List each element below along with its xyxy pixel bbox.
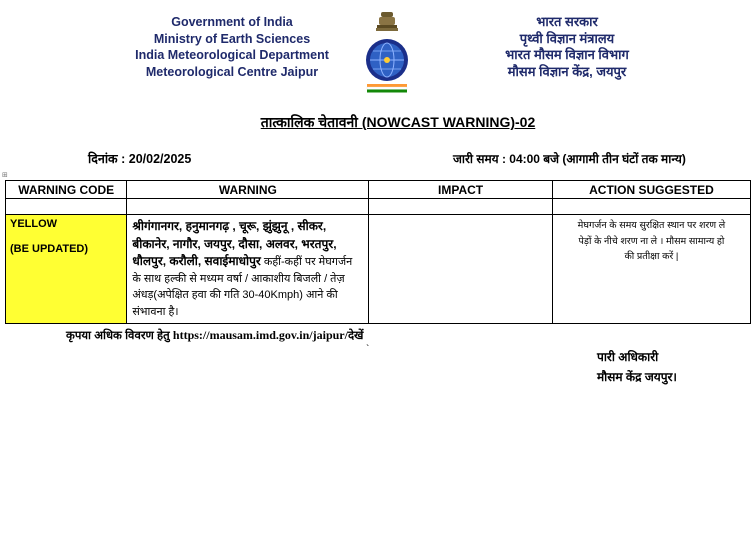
action-line-2: पेड़ों के नीचे शरण ना ले । मौसम सामान्य हो <box>578 235 725 247</box>
header-en-line-2: Ministry of Earth Sciences <box>153 31 311 46</box>
header-hi-line-3: भारत मौसम विज्ञान विभाग <box>505 47 629 62</box>
table-row <box>6 215 751 324</box>
action-line-3: की प्रतीक्षा करें | <box>624 251 679 262</box>
header-english <box>128 14 336 80</box>
warning-code-cell <box>6 215 127 324</box>
table-header-row <box>6 181 751 199</box>
signature-block <box>597 347 677 387</box>
warning-cell <box>127 215 369 324</box>
header-action-suggested: ACTION SUGGESTED <box>552 181 750 199</box>
header-en-line-1: Government of India <box>171 15 293 29</box>
header-en-line-3: India Meteorological Department <box>135 48 329 62</box>
document-title: तात्कालिक चेतावनी (NOWCAST WARNING)-02 <box>260 114 536 130</box>
more-details-suffix: देखें <box>347 330 364 342</box>
issue-time: जारी समय : 04:00 बजे (आगामी तीन घंटों तक मान्य) <box>453 152 686 166</box>
header-hindi <box>478 14 656 80</box>
imd-emblem-icon <box>364 10 410 94</box>
action-line-1: मेघगर्जन के समय सुरक्षित स्थान पर शरण ले <box>577 220 726 231</box>
action-cell <box>552 215 750 324</box>
header-warning: WARNING <box>127 181 369 199</box>
details-url-link[interactable]: https://mausam.imd.gov.in/jaipur/ <box>172 328 348 342</box>
header-impact: IMPACT <box>369 181 553 199</box>
header-warning-code: WARNING CODE <box>6 181 127 199</box>
impact-cell <box>369 215 553 324</box>
signature-office: मौसम केंद्र जयपुर। <box>597 370 677 384</box>
header-hi-line-2: पृथ्वी विज्ञान मंत्रालय <box>519 30 615 46</box>
warning-table <box>5 180 751 324</box>
warning-text: कहीं-कहीं पर मेघगर्जन के साथ हल्की से मध्यम वर्षा / आकाशीय बिजली / तेज़ अंधड़(अपेक्षित हवा की गति 30-40Kmph) आने की संभावना है। <box>132 256 353 318</box>
table-spacer-row <box>6 199 751 215</box>
affected-districts: श्रीगंगानगर, हनुमानगढ़ , चूरू, झुंझुनू , सीकर, बीकानेर, नागौर, जयपुर, दौसा, अलवर, भरतपुर, धौलपुर, करौली, सवाईमाधोपुर <box>132 219 337 268</box>
header-en-line-4: Meteorological Centre Jaipur <box>145 64 319 79</box>
more-details-line <box>66 328 363 343</box>
header-hi-line-4: मौसम विज्ञान केंद्र, जयपुर <box>507 63 627 79</box>
signature-title: पारी अधिकारी <box>597 350 659 364</box>
table-anchor-icon: ⊞ <box>2 172 8 179</box>
more-details-prefix: कृपया अधिक विवरण हेतु <box>66 330 173 342</box>
stray-mark: ` <box>366 344 370 355</box>
issue-date: दिनांक : 20/02/2025 <box>88 152 192 166</box>
header-hi-line-1: भारत सरकार <box>536 14 598 29</box>
warning-level: YELLOW <box>10 218 58 230</box>
warning-level-note: (BE UPDATED) <box>10 243 89 255</box>
